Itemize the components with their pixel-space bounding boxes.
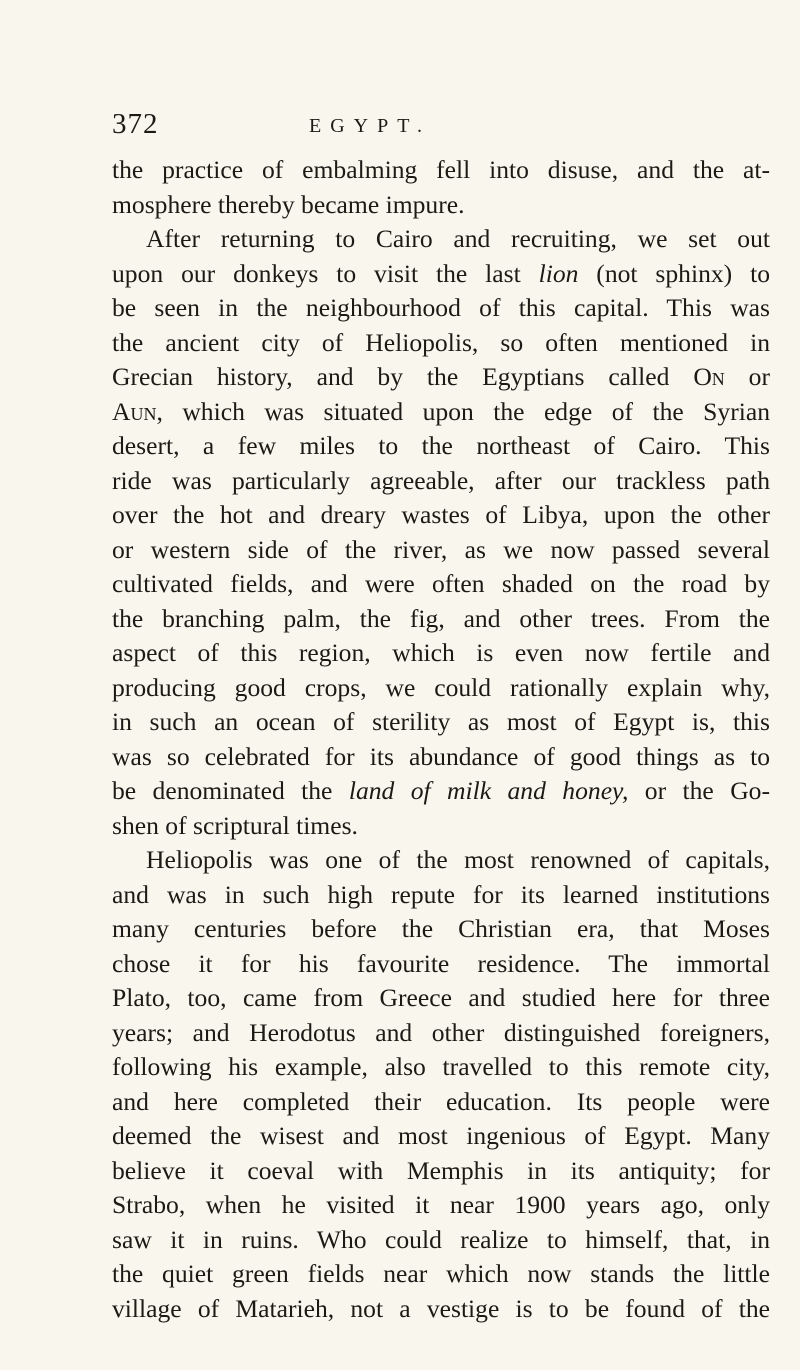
- text-line: village of Matarieh, not a vestige is to be found of the: [112, 1293, 770, 1323]
- running-head: EGYPT.: [309, 115, 431, 137]
- text-line: and was in such high repute for its learned institutions: [112, 879, 770, 909]
- text-line: or western side of the river, as we now passed several: [112, 534, 770, 564]
- text-line: believe it coeval with Memphis in its antiquity; for: [112, 1155, 770, 1185]
- text-line: the ancient city of Heliopolis, so often mentioned in: [112, 327, 770, 357]
- text-line: shen of scriptural times.: [112, 810, 358, 840]
- text-line: Heliopolis was one of the most renowned of capitals,: [146, 845, 770, 874]
- text-line: producing good crops, we could rationally explain why,: [112, 672, 770, 702]
- text-line: in such an ocean of sterility as most of Egypt is, this: [112, 707, 770, 736]
- text-line: Plato, too, came from Greece and studied here for three: [112, 983, 770, 1012]
- text-line: the practice of embalming fell into disuse, and the at-: [112, 155, 770, 184]
- text-line: aspect of this region, which is even now fertile and: [112, 638, 770, 667]
- text-line: Aun, which was situated upon the edge of the Syrian: [112, 396, 770, 426]
- text-line: over the hot and dreary wastes of Libya, upon the other: [112, 500, 770, 529]
- body-text: [112, 153, 770, 1326]
- text-line: be denominated the land of milk and honey, or the Go-: [112, 776, 770, 805]
- text-line: years; and Herodotus and other distinguished foreigners,: [112, 1017, 770, 1047]
- page-header: [0, 104, 800, 144]
- text-line: was so celebrated for its abundance of good things as to: [112, 741, 770, 771]
- text-line: deemed the wisest and most ingenious of Egypt. Many: [112, 1121, 770, 1150]
- text-line: the quiet green fields near which now stands the little: [112, 1259, 770, 1288]
- text-line: desert, a few miles to the northeast of Cairo. This: [112, 431, 770, 460]
- text-line: chose it for his favourite residence. The immortal: [112, 948, 770, 978]
- text-line: After returning to Cairo and recruiting, we set out: [146, 224, 770, 253]
- text-line: many centuries before the Christian era, that Moses: [112, 914, 770, 943]
- text-line: saw it in ruins. Who could realize to himself, that, in: [112, 1224, 770, 1254]
- page-number: 372: [112, 108, 159, 140]
- text-line: ride was particularly agreeable, after our trackless path: [112, 465, 770, 495]
- text-line: Grecian history, and by the Egyptians called On or: [112, 362, 770, 391]
- text-line: the branching palm, the fig, and other trees. From the: [112, 603, 770, 633]
- text-line: and here completed their education. Its people were: [112, 1086, 770, 1116]
- text-line: Strabo, when he visited it near 1900 years ago, only: [112, 1190, 770, 1219]
- text-line: be seen in the neighbourhood of this capital. This was: [112, 293, 770, 322]
- text-line: following his example, also travelled to this remote city,: [112, 1052, 770, 1081]
- text-line: cultivated fields, and were often shaded on the road by: [112, 569, 770, 598]
- text-line: upon our donkeys to visit the last lion (not sphinx) to: [112, 258, 770, 288]
- text-line: mosphere thereby became impure.: [112, 189, 465, 219]
